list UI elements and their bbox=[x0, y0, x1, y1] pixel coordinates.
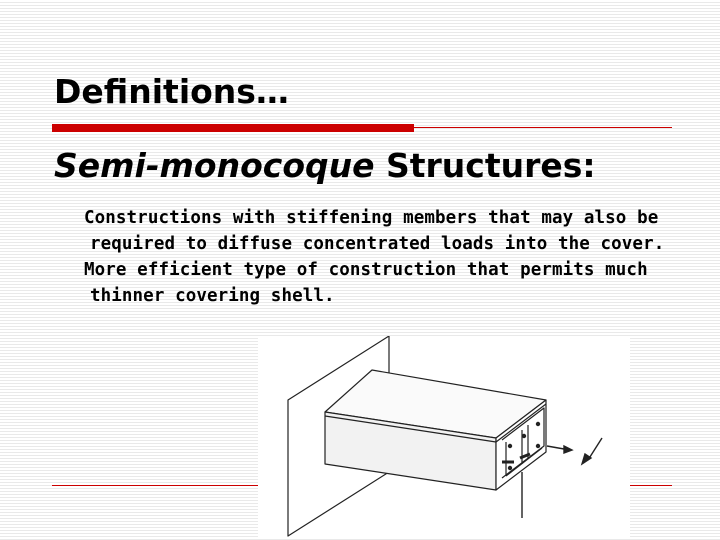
heading-rest: Structures: bbox=[374, 146, 596, 185]
title-underline-accent bbox=[52, 124, 414, 132]
paragraph-efficient-construction: More efficient type of construction that permits much thinner covering shell. bbox=[84, 260, 648, 306]
slide-title: Definitions… bbox=[54, 72, 289, 111]
section-heading bbox=[54, 146, 596, 185]
body-text bbox=[84, 205, 704, 309]
structure-figure bbox=[258, 336, 630, 538]
title-underline-thin bbox=[414, 127, 672, 128]
semi-monocoque-box-structure-drawing bbox=[258, 336, 630, 538]
footer-rule-right bbox=[630, 485, 672, 486]
footer-rule-left bbox=[52, 485, 260, 486]
paragraph-stiffening-members: Constructions with stiffening members that may also be required to diffuse concentrated loads into the cover. bbox=[84, 208, 665, 254]
heading-term: Semi-monocoque bbox=[54, 146, 375, 185]
